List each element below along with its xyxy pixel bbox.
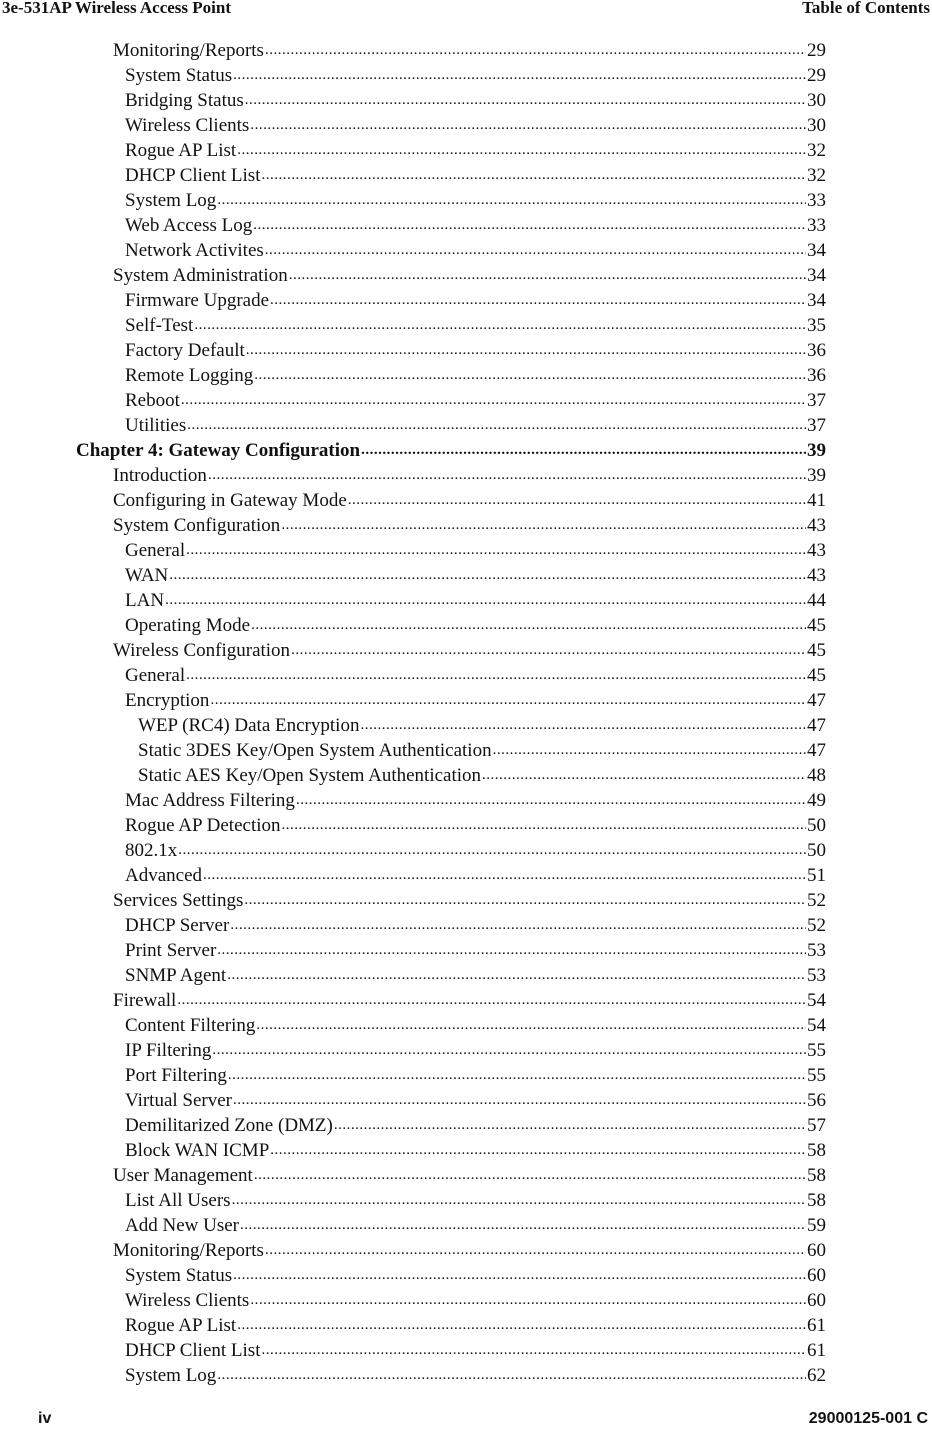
- toc-entry-page: 58: [807, 1164, 826, 1186]
- toc-entry-page: 50: [807, 839, 826, 861]
- toc-entry-title: Static 3DES Key/Open System Authentication: [138, 739, 492, 761]
- toc-entry-page: 29: [807, 39, 826, 61]
- toc-entry-page: 30: [807, 89, 826, 111]
- toc-entry-title: Mac Address Filtering: [125, 789, 295, 811]
- toc-entry-page: 49: [807, 789, 826, 811]
- dot-leader: [165, 592, 806, 613]
- toc-entry-title: Port Filtering: [125, 1064, 227, 1086]
- toc-entry[interactable]: [125, 63, 826, 88]
- toc-entry[interactable]: [125, 1188, 826, 1213]
- dot-leader: [282, 817, 807, 838]
- toc-entry-page: 61: [807, 1339, 826, 1361]
- dot-leader: [186, 667, 806, 688]
- toc-entry-page: 60: [807, 1239, 826, 1261]
- dot-leader: [265, 42, 806, 63]
- toc-entry-title: Remote Logging: [125, 364, 254, 386]
- dot-leader: [250, 117, 806, 138]
- toc-entry-title: Monitoring/Reports: [113, 39, 264, 61]
- dot-leader: [208, 467, 806, 488]
- dot-leader: [194, 317, 806, 338]
- dot-leader: [169, 567, 806, 588]
- dot-leader: [482, 767, 806, 788]
- dot-leader: [348, 492, 806, 513]
- toc-entry[interactable]: [125, 313, 826, 338]
- dot-leader: [237, 1317, 806, 1338]
- dot-leader: [254, 367, 806, 388]
- toc-entry-page: 39: [807, 439, 826, 461]
- toc-entry[interactable]: [125, 238, 826, 263]
- toc-entry-page: 53: [807, 939, 826, 961]
- toc-entry-page: 37: [807, 389, 826, 411]
- page-number: iv: [38, 1410, 52, 1427]
- toc-entry[interactable]: [125, 1313, 826, 1338]
- toc-entry-page: 43: [807, 564, 826, 586]
- dot-leader: [212, 1042, 806, 1063]
- toc-entry-page: 51: [807, 864, 826, 886]
- dot-leader: [217, 1367, 806, 1388]
- dot-leader: [251, 617, 806, 638]
- toc-entry[interactable]: [113, 463, 826, 488]
- toc-entry-title: System Log: [125, 1364, 217, 1386]
- toc-entry[interactable]: [125, 663, 826, 688]
- toc-entry[interactable]: [125, 113, 826, 138]
- toc-entry[interactable]: [125, 1138, 826, 1163]
- toc-entry-title: LAN: [125, 589, 165, 611]
- toc-entry-page: 33: [807, 189, 826, 211]
- toc-entry-title: Utilities: [125, 414, 187, 436]
- toc-entry-page: 41: [807, 489, 826, 511]
- toc-entry[interactable]: [125, 563, 826, 588]
- toc-entry-page: 30: [807, 114, 826, 136]
- toc-entry-title: Rogue AP Detection: [125, 814, 281, 836]
- dot-leader: [230, 917, 806, 938]
- toc-entry-page: 34: [807, 239, 826, 261]
- toc-entry[interactable]: [125, 1263, 826, 1288]
- toc-entry-page: 53: [807, 964, 826, 986]
- dot-leader: [233, 67, 806, 88]
- toc-entry[interactable]: [113, 988, 826, 1013]
- toc-entry[interactable]: [113, 38, 826, 63]
- toc-entry[interactable]: [125, 863, 826, 888]
- toc-entry-title: Content Filtering: [125, 1014, 256, 1036]
- toc-entry-title: WEP (RC4) Data Encryption: [138, 714, 360, 736]
- toc-entry-page: 56: [807, 1089, 826, 1111]
- toc-entry-page: 34: [807, 264, 826, 286]
- dot-leader: [210, 692, 806, 713]
- dot-leader: [177, 992, 806, 1013]
- dot-leader: [493, 742, 806, 763]
- toc-entry-page: 47: [807, 689, 826, 711]
- dot-leader: [227, 967, 806, 988]
- toc-entry-page: 43: [807, 514, 826, 536]
- dot-leader: [254, 1167, 806, 1188]
- toc-entry-title: Firmware Upgrade: [125, 289, 270, 311]
- dot-leader: [228, 1067, 806, 1088]
- toc-entry-title: Block WAN ICMP: [125, 1139, 270, 1161]
- toc-entry-page: 62: [807, 1364, 826, 1386]
- dot-leader: [232, 1192, 806, 1213]
- dot-leader: [265, 242, 806, 263]
- toc-entry[interactable]: [125, 813, 826, 838]
- toc-entry[interactable]: [138, 763, 826, 788]
- toc-entry-title: Wireless Configuration: [113, 639, 291, 661]
- dot-leader: [217, 192, 806, 213]
- toc-entry[interactable]: [125, 1213, 826, 1238]
- toc-entry-page: 32: [807, 164, 826, 186]
- toc-entry-page: 54: [807, 1014, 826, 1036]
- toc-entry-title: Rogue AP List: [125, 139, 237, 161]
- toc-entry-page: 32: [807, 139, 826, 161]
- toc-entry-title: General: [125, 539, 186, 561]
- toc-entry-page: 47: [807, 739, 826, 761]
- toc-entry-title: System Administration: [113, 264, 288, 286]
- toc-entry[interactable]: [125, 188, 826, 213]
- toc-entry[interactable]: [125, 1038, 826, 1063]
- toc-entry[interactable]: [125, 1088, 826, 1113]
- dot-leader: [250, 1292, 806, 1313]
- toc-entry-title: DHCP Client List: [125, 164, 261, 186]
- dot-leader: [237, 142, 806, 163]
- toc-entry-title: Rogue AP List: [125, 1314, 237, 1336]
- toc-entry-page: 50: [807, 814, 826, 836]
- toc-entry-title: Monitoring/Reports: [113, 1239, 264, 1261]
- toc-entry-title: DHCP Server: [125, 914, 230, 936]
- dot-leader: [361, 442, 806, 463]
- toc-entry-title: User Management: [113, 1164, 253, 1186]
- dot-leader: [246, 342, 806, 363]
- toc-entry-title: Self-Test: [125, 314, 194, 336]
- toc-entry-page: 44: [807, 589, 826, 611]
- toc-entry-title: Print Server: [125, 939, 217, 961]
- toc-entry-page: 55: [807, 1039, 826, 1061]
- toc-entry[interactable]: [138, 738, 826, 763]
- toc-entry-page: 29: [807, 64, 826, 86]
- toc-entry-page: 45: [807, 639, 826, 661]
- toc-entry-page: 33: [807, 214, 826, 236]
- toc-entry[interactable]: [113, 1238, 826, 1263]
- toc-entry-title: Virtual Server: [125, 1089, 233, 1111]
- dot-leader: [233, 1092, 806, 1113]
- toc-entry[interactable]: [113, 638, 826, 663]
- toc-entry[interactable]: [113, 263, 826, 288]
- toc-entry[interactable]: [125, 88, 826, 113]
- toc-entry[interactable]: [125, 288, 826, 313]
- toc-entry-title: Encryption: [125, 689, 210, 711]
- toc-entry[interactable]: [125, 413, 826, 438]
- toc-entry-title: Reboot: [125, 389, 180, 411]
- dot-leader: [270, 292, 806, 313]
- dot-leader: [334, 1117, 806, 1138]
- toc-entry[interactable]: [125, 1338, 826, 1363]
- toc-entry-title: General: [125, 664, 186, 686]
- toc-entry-page: 36: [807, 339, 826, 361]
- toc-entry-title: Configuring in Gateway Mode: [113, 489, 347, 511]
- dot-leader: [360, 717, 806, 738]
- toc-entry-title: Factory Default: [125, 339, 245, 361]
- toc-entry-page: 45: [807, 664, 826, 686]
- toc-entry[interactable]: [125, 688, 826, 713]
- toc-entry-page: 60: [807, 1289, 826, 1311]
- dot-leader: [245, 92, 806, 113]
- dot-leader: [178, 842, 806, 863]
- toc-entry-title: Static AES Key/Open System Authentication: [138, 764, 482, 786]
- dot-leader: [186, 542, 806, 563]
- toc-entry-page: 36: [807, 364, 826, 386]
- toc-entry-title: SNMP Agent: [125, 964, 227, 986]
- toc-entry[interactable]: [125, 538, 826, 563]
- toc-entry-title: Chapter 4: Gateway Configuration: [76, 439, 361, 461]
- toc-entry-title: System Log: [125, 189, 217, 211]
- toc-entry-page: 34: [807, 289, 826, 311]
- toc-entry-title: Add New User: [125, 1214, 239, 1236]
- toc-entry[interactable]: [113, 513, 826, 538]
- toc-entry[interactable]: [125, 1063, 826, 1088]
- toc-entry-title: Firewall: [113, 989, 177, 1011]
- toc-entry-page: 45: [807, 614, 826, 636]
- toc-entry[interactable]: [125, 588, 826, 613]
- toc-entry-title: WAN: [125, 564, 169, 586]
- toc-entry-page: 52: [807, 889, 826, 911]
- toc-entry[interactable]: [125, 338, 826, 363]
- dot-leader: [253, 217, 806, 238]
- toc-entry[interactable]: [125, 1363, 826, 1388]
- dot-leader: [244, 892, 806, 913]
- toc-entry-page: 58: [807, 1139, 826, 1161]
- dot-leader: [261, 1342, 806, 1363]
- toc-entry-title: Wireless Clients: [125, 114, 250, 136]
- toc-entry[interactable]: [113, 488, 826, 513]
- toc-entry[interactable]: [138, 713, 826, 738]
- dot-leader: [240, 1217, 806, 1238]
- toc-entry-title: System Status: [125, 64, 233, 86]
- dot-leader: [281, 517, 806, 538]
- toc-entry[interactable]: [113, 888, 826, 913]
- toc-entry-title: Bridging Status: [125, 89, 244, 111]
- toc-entry-title: List All Users: [125, 1189, 231, 1211]
- dot-leader: [187, 417, 806, 438]
- dot-leader: [265, 1242, 806, 1263]
- toc-entry-page: 58: [807, 1189, 826, 1211]
- toc-entry-page: 37: [807, 414, 826, 436]
- toc-entry-title: Advanced: [125, 864, 203, 886]
- dot-leader: [256, 1017, 806, 1038]
- toc-entry[interactable]: [125, 363, 826, 388]
- toc-entry-page: 57: [807, 1114, 826, 1136]
- toc-entry[interactable]: [125, 788, 826, 813]
- toc-entry-page: 47: [807, 714, 826, 736]
- toc-entry-title: 802.1x: [125, 839, 178, 861]
- dot-leader: [261, 167, 806, 188]
- toc-entry-title: DHCP Client List: [125, 1339, 261, 1361]
- toc-entry-page: 61: [807, 1314, 826, 1336]
- toc-entry-title: IP Filtering: [125, 1039, 212, 1061]
- toc-entry[interactable]: [125, 1113, 826, 1138]
- dot-leader: [233, 1267, 806, 1288]
- toc-entry[interactable]: [125, 838, 826, 863]
- toc-entry-title: Web Access Log: [125, 214, 253, 236]
- toc-entry-title: System Configuration: [113, 514, 281, 536]
- toc-entry[interactable]: [125, 1288, 826, 1313]
- toc-chapter-entry[interactable]: [76, 438, 826, 463]
- toc-entry[interactable]: [113, 1163, 826, 1188]
- toc-entry-page: 59: [807, 1214, 826, 1236]
- toc-entry[interactable]: [125, 163, 826, 188]
- toc-entry-page: 60: [807, 1264, 826, 1286]
- toc-entry-page: 54: [807, 989, 826, 1011]
- toc-entry-page: 39: [807, 464, 826, 486]
- toc-entry-page: 52: [807, 914, 826, 936]
- toc-entry-page: 48: [807, 764, 826, 786]
- toc-entry-title: Wireless Clients: [125, 1289, 250, 1311]
- toc-entry[interactable]: [125, 938, 826, 963]
- dot-leader: [296, 792, 806, 813]
- toc-entry[interactable]: [125, 913, 826, 938]
- dot-leader: [181, 392, 806, 413]
- toc-entry-title: Network Activites: [125, 239, 264, 261]
- toc-entry[interactable]: [125, 138, 826, 163]
- toc-entry-title: Services Settings: [113, 889, 244, 911]
- toc-entry[interactable]: [125, 1013, 826, 1038]
- dot-leader: [291, 642, 806, 663]
- toc-entry-title: System Status: [125, 1264, 233, 1286]
- header-section-title: Table of Contents: [802, 0, 930, 17]
- toc-entry[interactable]: [125, 213, 826, 238]
- dot-leader: [203, 867, 806, 888]
- toc-entry-title: Operating Mode: [125, 614, 251, 636]
- toc-entry[interactable]: [125, 613, 826, 638]
- toc-entry-page: 43: [807, 539, 826, 561]
- dot-leader: [217, 942, 806, 963]
- document-number: 29000125-001 C: [808, 1410, 928, 1427]
- toc-entry-page: 35: [807, 314, 826, 336]
- toc-entry[interactable]: [125, 963, 826, 988]
- toc-entry-page: 55: [807, 1064, 826, 1086]
- dot-leader: [289, 267, 806, 288]
- toc-entry[interactable]: [125, 388, 826, 413]
- header-document-title: 3e-531AP Wireless Access Point: [2, 0, 232, 17]
- toc-entry-title: Introduction: [113, 464, 207, 486]
- dot-leader: [270, 1142, 806, 1163]
- toc-entry-title: Demilitarized Zone (DMZ): [125, 1114, 333, 1136]
